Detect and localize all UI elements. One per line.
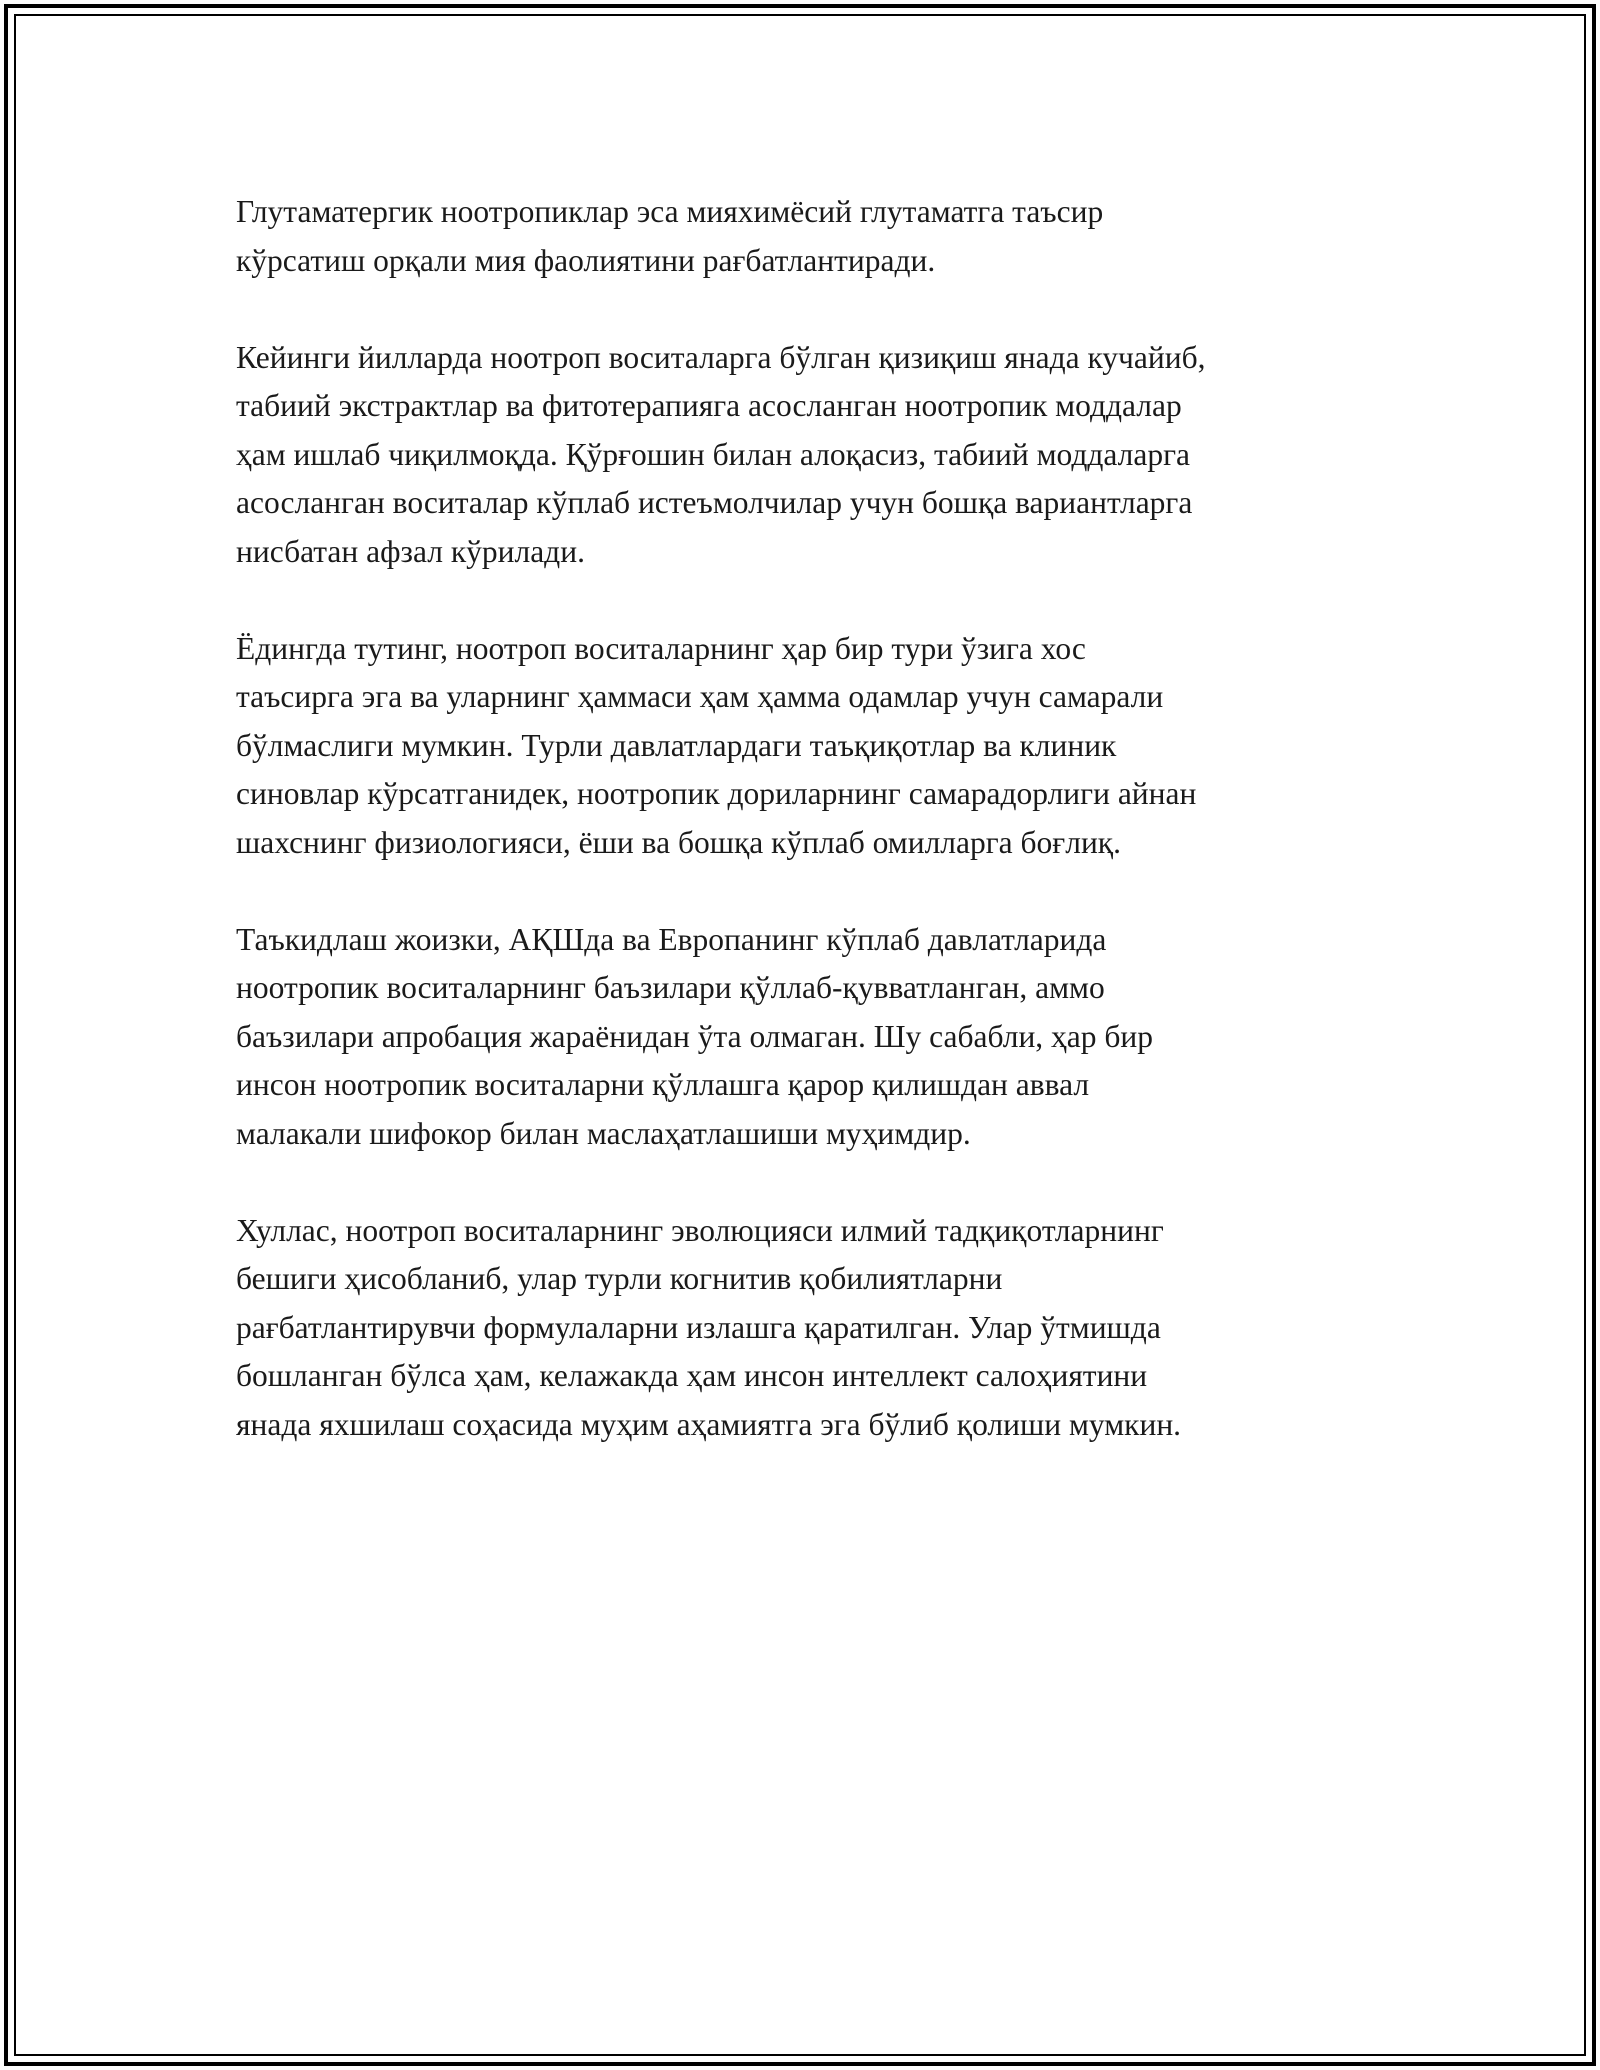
paragraph-4: Таъкидлаш жоизки, АҚШда ва Европанинг кўплаб давлатларида ноотропик воситаларнинг баъзилари қўллаб-қувватланган, аммо баъзилари апробация жараёнидан ўта олмаган. Шу сабабли, ҳар бир инсон ноотропик воситаларни қўллашга қарор қилишдан аввал малакали шифокор билан маслаҳатлашиши муҳимдир. — [236, 921, 1154, 1151]
paragraph-2: Кейинги йилларда ноотроп воситаларга бўлган қизиқиш янада кучайиб, табиий экстрактлар ва фитотерапияга асосланган ноотропик моддалар ҳам ишлаб чиқилмоқда. Қўрғошин билан алоқасиз, табиий моддаларга асосланган воситалар кўплаб истеъмолчилар учун бошқа вариантларга нисбатан афзал кўрилади. — [236, 339, 1206, 569]
paragraph-3: Ёдингда тутинг, ноотроп воситаларнинг ҳар бир тури ўзига хос таъсирга эга ва уларнинг ҳаммаси ҳам ҳамма одамлар учун самарали бўлмаслиги мумкин. Турли давлатлардаги таъқиқотлар ва клиник синовлар кўрсатганидек, ноотропик дориларнинг самарадорлиги айнан шахснинг физиологияси, ёши ва бошқа кўплаб омилларга боғлиқ. — [236, 630, 1197, 860]
paragraph-5: Хуллас, ноотроп воситаларнинг эволюцияси илмий тадқиқотларнинг бешиги ҳисобланиб, улар турли когнитив қобилиятларни рағбатлантирувчи формулаларни излашга қаратилган. Улар ўтмишда бошланган бўлса ҳам, келажакда ҳам инсон интеллект салоҳиятини янада яхшилаш соҳасида муҳим аҳамиятга эга бўлиб қолиши мумкин. — [236, 1212, 1182, 1442]
document-body — [236, 188, 1406, 1498]
paragraph-1: Глутаматергик ноотропиклар эса мияхимёсий глутаматга таъсир кўрсатиш орқали мия фаолиятини рағбатлантиради. — [236, 194, 1104, 278]
